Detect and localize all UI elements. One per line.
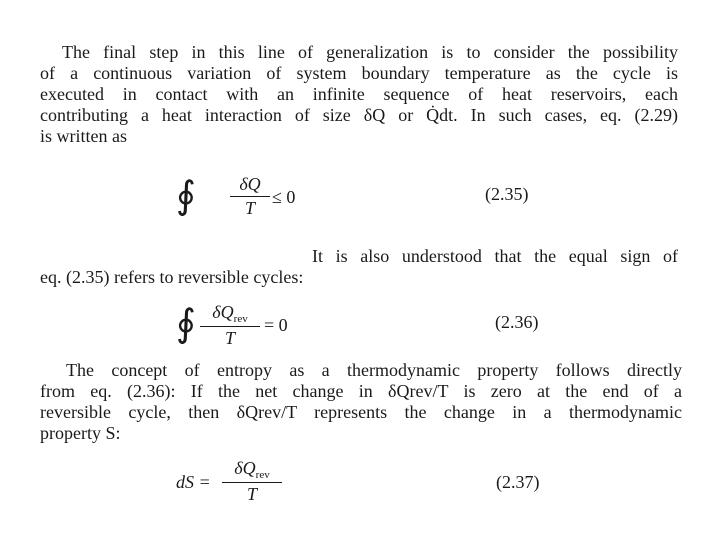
paragraph-line: is written as xyxy=(40,126,127,146)
relation: = 0 xyxy=(264,315,288,335)
paragraph-line: The concept of entropy as a thermodynamic property follows directly xyxy=(66,360,682,380)
paragraph-line: property S: xyxy=(40,423,121,443)
cyclic-integral-symbol: ∮ xyxy=(176,301,196,345)
fraction-bar xyxy=(230,196,270,197)
paragraph-line: executed in contact with an infinite sequence of heat reservoirs, each xyxy=(40,84,678,104)
paragraph-continuous-variation xyxy=(40,42,678,147)
paragraph-line: eq. (2.35) refers to reversible cycles: xyxy=(40,267,304,287)
subscript-rev: rev xyxy=(255,469,270,481)
subscript-rev: rev xyxy=(233,313,248,325)
paragraph-entropy-concept xyxy=(40,360,682,444)
relation: ≤ 0 xyxy=(272,187,296,207)
paragraph-equal-sign xyxy=(40,246,678,288)
equation-lhs: dS = xyxy=(176,472,211,492)
equation-2-37 xyxy=(176,456,576,512)
numerator-symbol: δQ xyxy=(212,302,234,322)
equation-number: (2.35) xyxy=(485,184,529,204)
paragraph-line: reversible cycle, then δQrev/T represents the change in a thermodynamic xyxy=(40,402,682,422)
fraction-denominator: T xyxy=(244,198,255,218)
cyclic-integral-symbol: ∮ xyxy=(176,173,196,217)
paragraph-line: contributing a heat interaction of size δQ or Q̇dt. In such cases, eq. (2.29) xyxy=(40,105,678,125)
numerator-symbol: δQ xyxy=(234,458,256,478)
fraction-numerator: δQ xyxy=(239,174,261,194)
fraction-bar xyxy=(222,482,282,483)
fraction-numerator xyxy=(222,458,282,481)
fraction-bar xyxy=(200,326,260,327)
equation-2-35 xyxy=(170,170,570,230)
fraction xyxy=(222,458,282,505)
equation-number: (2.36) xyxy=(495,312,539,332)
paragraph-line: It is also understood that the equal sign of xyxy=(312,246,678,266)
equation-2-36 xyxy=(170,298,570,358)
fraction xyxy=(200,302,260,349)
paragraph-line: of a continuous variation of system boundary temperature as the cycle is xyxy=(40,63,678,83)
fraction-numerator xyxy=(200,302,260,325)
fraction xyxy=(230,174,270,219)
equation-number: (2.37) xyxy=(496,472,540,492)
paragraph-line: The final step in this line of generalization is to consider the possibility xyxy=(62,42,678,62)
fraction-denominator: T xyxy=(246,484,257,504)
fraction-denominator: T xyxy=(224,328,235,348)
paragraph-line: from eq. (2.36): If the net change in δQrev/T is zero at the end of a xyxy=(40,381,682,401)
